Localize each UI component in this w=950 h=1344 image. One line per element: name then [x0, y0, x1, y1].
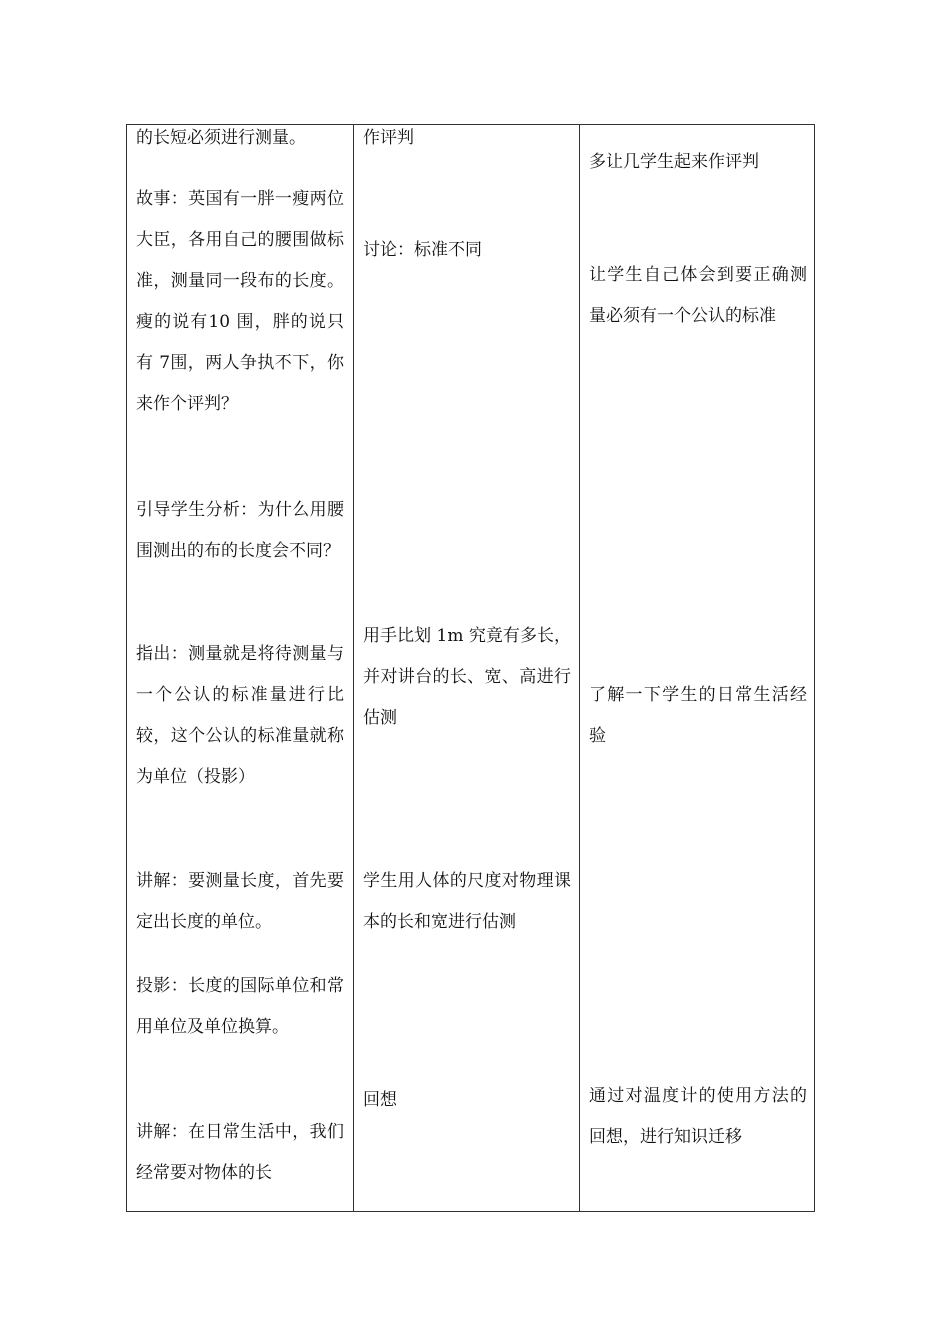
teacher-text-story: 故事：英国有一胖一瘦两位大臣，各用自己的腰围做标准，测量同一段布的长度。瘦的说有10 围，胖的说只有 7围，两人争执不下，你来作个评判？ [136, 189, 344, 414]
teacher-text-explain-1: 讲解：要测量长度，首先要定出长度的单位。 [136, 871, 344, 932]
student-text-1: 作评判 [363, 128, 414, 148]
intent-text-experience: 了解一下学生的日常生活经验 [589, 685, 807, 746]
teacher-text-explain-2: 讲解：在日常生活中，我们经常要对物体的长 [136, 1122, 344, 1183]
student-text-discussion: 讨论：标准不同 [363, 240, 482, 260]
intent-text-standard: 让学生自己体会到要正确测量必须有一个公认的标准 [589, 265, 807, 326]
student-text-body-scale: 学生用人体的尺度对物理课本的长和宽进行估测 [363, 871, 571, 932]
column-divider [579, 125, 580, 1211]
teacher-text-1: 的长短必须进行测量。 [136, 128, 306, 148]
lesson-table [126, 124, 815, 1212]
student-text-recall: 回想 [363, 1090, 397, 1110]
column-divider [353, 125, 354, 1211]
teacher-text-point-out: 指出：测量就是将待测量与一个公认的标准量进行比较，这个公认的标准量就称为单位（投影） [136, 644, 344, 787]
intent-text-1: 多让几学生起来作评判 [589, 152, 759, 172]
intent-text-transfer: 通过对温度计的使用方法的回想，进行知识迁移 [589, 1086, 807, 1147]
student-text-estimate-1m: 用手比划 1m 究竟有多长，并对讲台的长、宽、高进行估测 [363, 626, 571, 728]
teacher-text-guide: 引导学生分析：为什么用腰围测出的布的长度会不同？ [136, 500, 344, 561]
teacher-text-projection: 投影：长度的国际单位和常用单位及单位换算。 [136, 976, 344, 1037]
